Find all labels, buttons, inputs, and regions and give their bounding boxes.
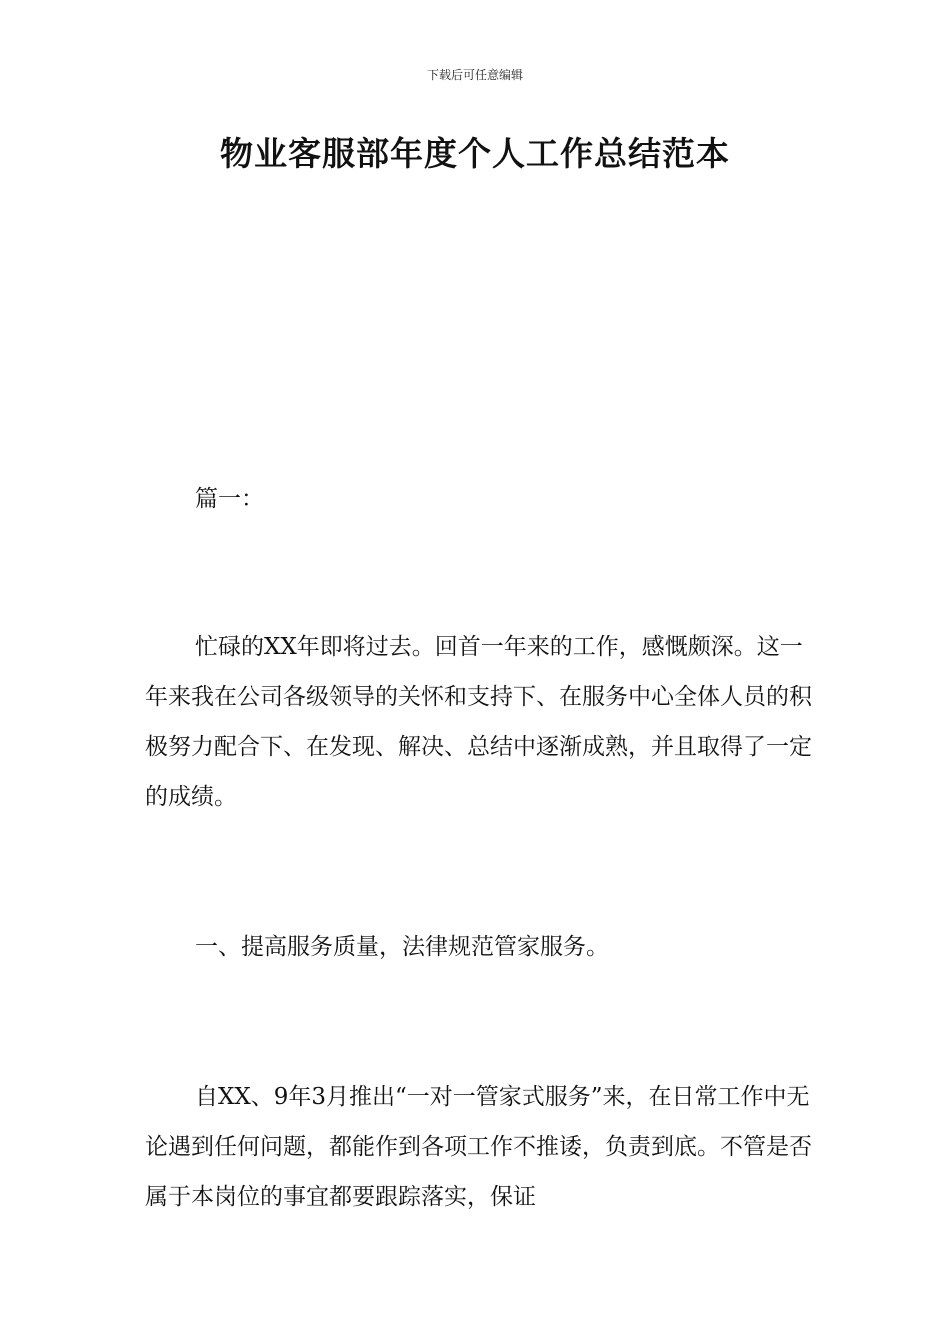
section-label: 篇一： — [195, 486, 264, 512]
section-heading: 一、提高服务质量，法律规范管家服务。 — [195, 934, 609, 960]
document-title: 物业客服部年度个人工作总结范本 — [220, 134, 730, 173]
body-paragraph: 自XX、9年3月推出“一对一管家式服务”来，在日常工作中无论遇到任何问题，都能作到各项工作不推诿，负责到底。不管是否属于本岗位的事宜都要跟踪落实，保证 — [145, 1084, 812, 1210]
header-note: 下载后可任意编辑 — [426, 68, 523, 82]
intro-paragraph: 忙碌的XX年即将过去。回首一年来的工作，感慨颇深。这一年来我在公司各级领导的关怀和支持下、在服务中心全体人员的积极努力配合下、在发现、解决、总结中逐渐成熟，并且取得了一定的成绩。 — [145, 634, 812, 810]
